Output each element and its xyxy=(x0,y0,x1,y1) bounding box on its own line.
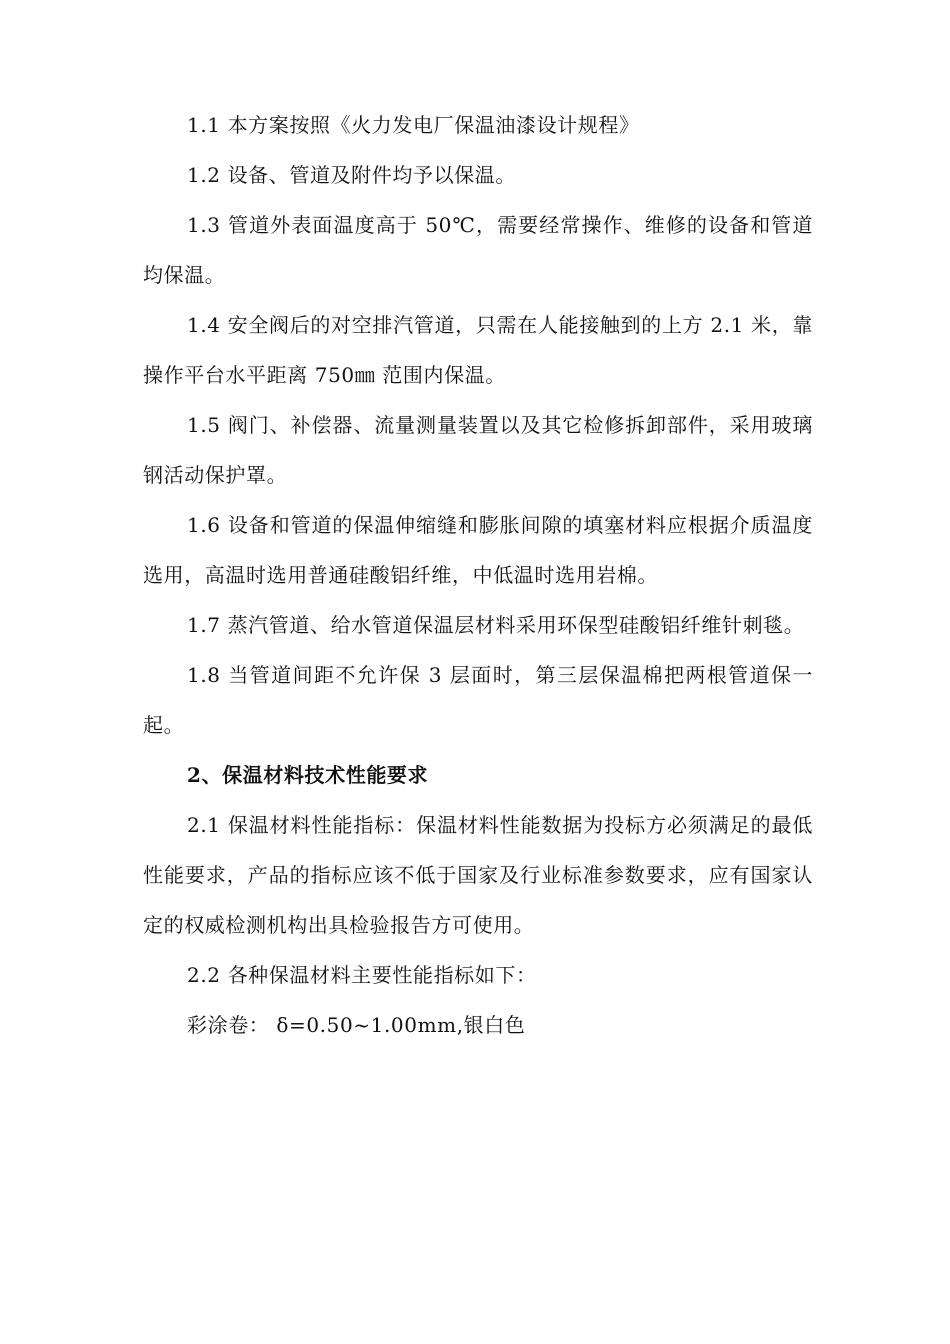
paragraph-1-7: 1.7 蒸汽管道、给水管道保温层材料采用环保型硅酸铝纤维针刺毯。 xyxy=(187,613,805,637)
paragraph-color-coil: 彩涂卷： δ=0.50~1.00mm,银白色 xyxy=(187,1013,526,1037)
paragraph-1-2: 1.2 设备、管道及附件均予以保温。 xyxy=(187,163,516,187)
paragraph-1-1: 1.1 本方案按照《火力发电厂保温油漆设计规程》 xyxy=(187,113,640,137)
document-body xyxy=(143,100,813,1050)
paragraph-1-8: 1.8 当管道间距不允许保 3 层面时，第三层保温棉把两根管道保一起。 xyxy=(143,663,813,737)
paragraph-2-1: 2.1 保温材料性能指标：保温材料性能数据为投标方必须满足的最低性能要求，产品的指标应该不低于国家及行业标准参数要求，应有国家认定的权威检测机构出具检验报告方可使用。 xyxy=(143,813,813,937)
paragraph-1-4: 1.4 安全阀后的对空排汽管道，只需在人能接触到的上方 2.1 米，靠操作平台水平距离 750㎜ 范围内保温。 xyxy=(143,313,813,387)
paragraph-2-2: 2.2 各种保温材料主要性能指标如下： xyxy=(187,963,537,987)
paragraph-1-3: 1.3 管道外表面温度高于 50℃，需要经常操作、维修的设备和管道均保温。 xyxy=(143,213,813,287)
section-heading: 2、保温材料技术性能要求 xyxy=(187,763,429,787)
paragraph-1-5: 1.5 阀门、补偿器、流量测量装置以及其它检修拆卸部件，采用玻璃钢活动保护罩。 xyxy=(143,413,813,487)
paragraph-1-6: 1.6 设备和管道的保温伸缩缝和膨胀间隙的填塞材料应根据介质温度选用，高温时选用普通硅酸铝纤维，中低温时选用岩棉。 xyxy=(143,513,813,587)
